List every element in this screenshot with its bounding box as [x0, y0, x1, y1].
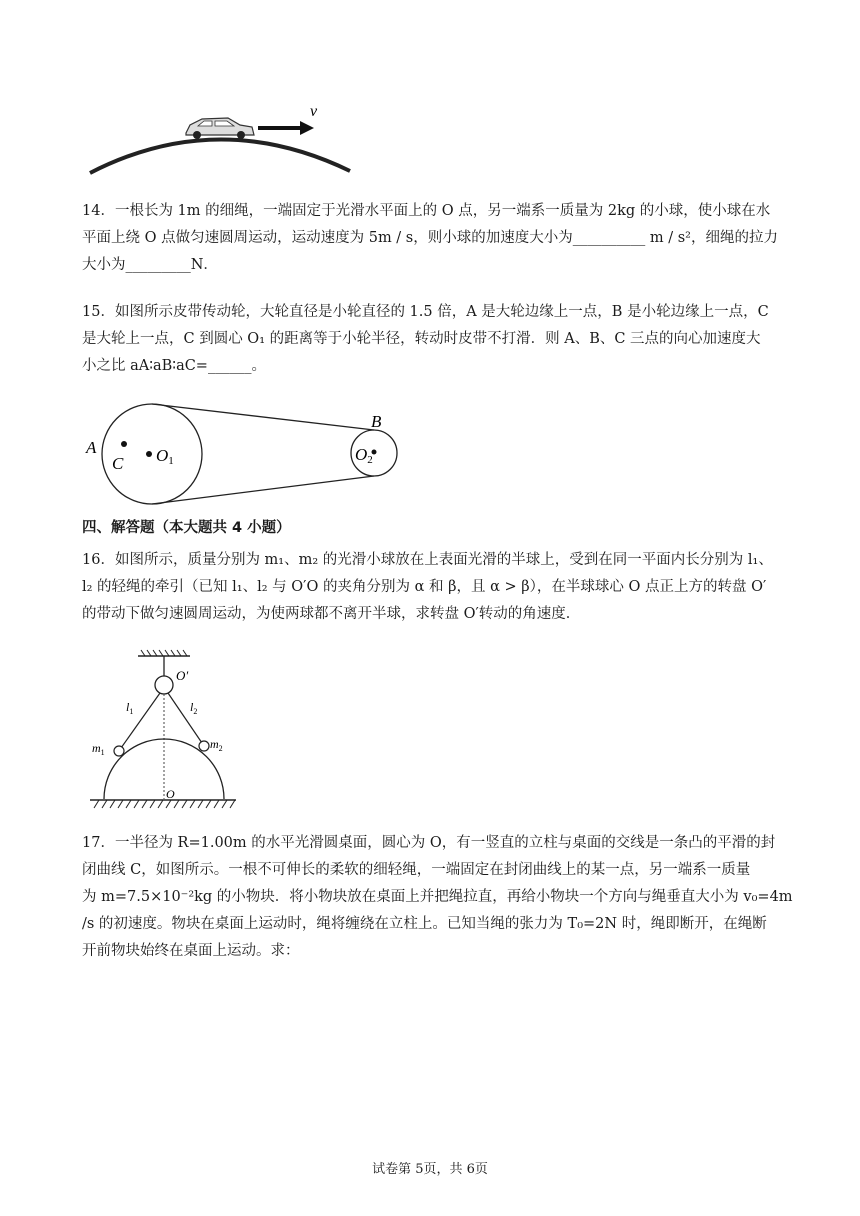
- car-on-hill-figure: [88, 95, 358, 180]
- q17-line-3: 为 m=7.5×10⁻²kg 的小物块．将小物块放在桌面上并把绳拉直，再给小物块一个方向与绳垂直大小为 v₀=4m: [82, 889, 793, 905]
- label-o1: O1: [156, 446, 174, 467]
- label-m2: $m_2$: [210, 737, 223, 753]
- label-l2: $l_2$: [190, 700, 198, 716]
- belt-bottom: [152, 476, 374, 504]
- q14-line-3: 大小为_________N．: [82, 257, 218, 273]
- point-c-dot: [121, 441, 127, 447]
- ceiling-hatch: [141, 650, 187, 656]
- ground-hatch: [94, 800, 235, 808]
- ball-m2: [199, 741, 209, 751]
- q16-line-1: 16．如图所示，质量分别为 m₁、m₂ 的光滑小球放在上表面光滑的半球上，受到在同一平面内长分别为 l₁、: [82, 552, 773, 568]
- hill-arc: [90, 139, 350, 173]
- center-o1-dot: [146, 451, 152, 457]
- label-o-prime: O′: [176, 668, 189, 683]
- q14-line-1: 14．一根长为 1m 的细绳，一端固定于光滑水平面上的 O 点，另一端系一质量为 2kg 的小球，使小球在水: [82, 203, 771, 219]
- q17-line-1: 17．一半径为 R=1.00m 的水平光滑圆桌面，圆心为 O，有一竖直的立柱与桌面的交线是一条凸的平滑的封: [82, 835, 776, 851]
- q16-line-2: l₂ 的轻绳的牵引（已知 l₁、l₂ 与 O′O 的夹角分别为 α 和 β，且 α > β），在半球球心 O 点正上方的转盘 O′: [82, 579, 767, 595]
- arrow-head-icon: [300, 121, 314, 135]
- q15-line-2: 是大轮上一点，C 到圆心 O₁ 的距离等于小轮半径，转动时皮带不打滑．则 A、B、C 三点的向心加速度大: [82, 331, 761, 347]
- turntable-o-prime: [155, 676, 173, 694]
- question-17: [82, 830, 793, 965]
- question-15: [82, 299, 782, 380]
- q14-line-2: 平面上绕 O 点做匀速圆周运动，运动速度为 5m / s，则小球的加速度大小为__________ m / s²，细绳的拉力: [82, 230, 778, 246]
- q15-line-3: 小之比 aA∶aB∶aC=______。: [82, 358, 266, 374]
- label-o: O: [166, 787, 175, 801]
- label-l1: $l_1$: [126, 700, 134, 716]
- question-14: [82, 198, 782, 279]
- label-c: C: [112, 454, 124, 473]
- q17-line-5: 开前物块始终在桌面上运动。求：: [82, 943, 300, 959]
- label-m1: $m_1$: [92, 741, 105, 757]
- belt-pulley-figure: [80, 400, 410, 510]
- label-b: B: [371, 412, 382, 431]
- hemisphere-figure: [86, 648, 246, 813]
- q15-line-1: 15．如图所示皮带传动轮，大轮直径是小轮直径的 1.5 倍，A 是大轮边缘上一点，B 是小轮边缘上一点，C: [82, 304, 769, 320]
- ball-m1: [114, 746, 124, 756]
- section-4-title: 四、解答题（本大题共 4 小题）: [82, 520, 291, 536]
- car-icon: [186, 118, 254, 139]
- label-a: A: [86, 438, 97, 457]
- label-o2: O2: [355, 445, 373, 466]
- q17-line-4: /s 的初速度。物块在桌面上运动时，绳将缠绕在立柱上。已知当绳的张力为 T₀=2N 时，绳即断开，在绳断: [82, 916, 767, 932]
- q16-line-3: 的带动下做匀速圆周运动，为使两球都不离开半球，求转盘 O′转动的角速度．: [82, 606, 581, 622]
- q17-line-2: 闭曲线 C，如图所示。一根不可伸长的柔软的细轻绳，一端固定在封闭曲线上的某一点，另一端系一质量: [82, 862, 751, 878]
- string-l2: [168, 693, 202, 743]
- velocity-label: v: [310, 103, 318, 120]
- page-footer: 试卷第 5页，共 6页: [372, 1162, 488, 1177]
- question-16: [82, 547, 782, 628]
